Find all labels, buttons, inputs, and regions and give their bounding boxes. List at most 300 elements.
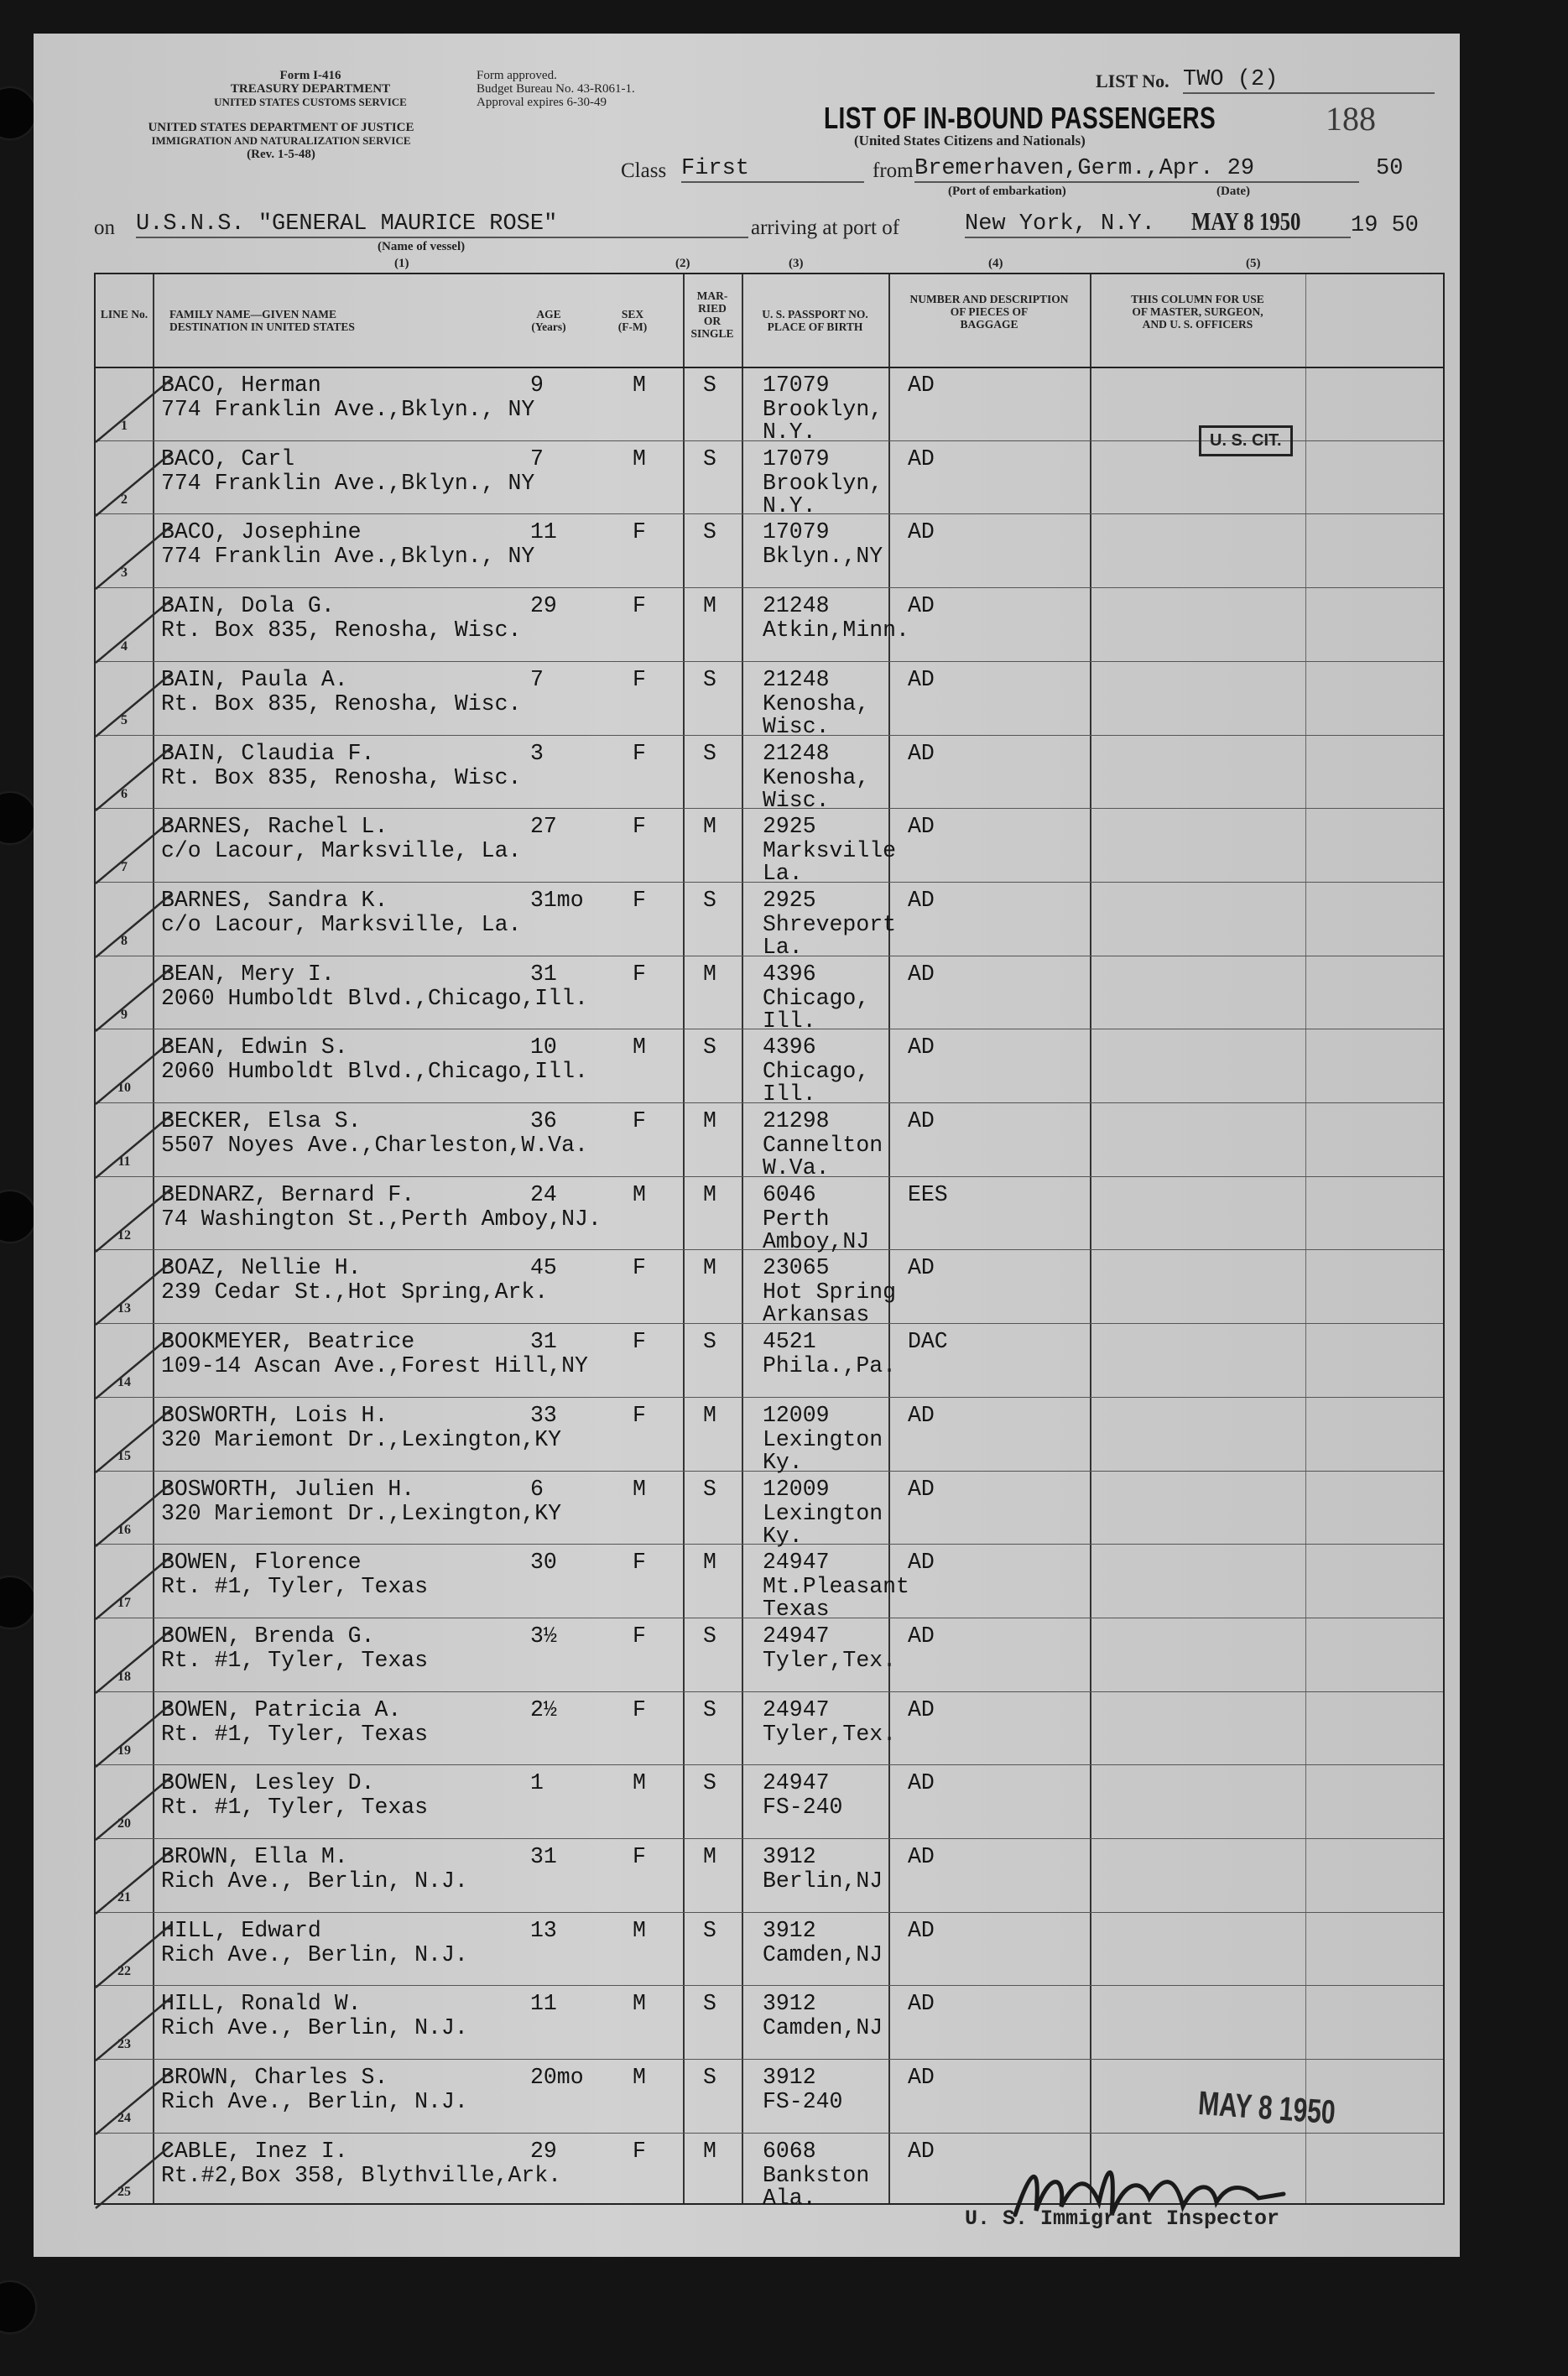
birthplace: Bankston xyxy=(763,2162,870,2188)
passenger-sex: F xyxy=(633,740,646,766)
passenger-address: Rt. Box 835, Renosha, Wisc. xyxy=(161,690,522,716)
marital-status: M xyxy=(703,1402,716,1428)
passenger-sex: M xyxy=(633,1917,646,1943)
row-rule xyxy=(96,661,1443,662)
baggage: AD xyxy=(908,666,935,692)
passenger-address: Rt. #1, Tyler, Texas xyxy=(161,1795,429,1821)
birthplace: FS-240 xyxy=(763,2089,843,2115)
page-number: 188 xyxy=(1326,100,1376,138)
check-mark xyxy=(79,1847,180,1922)
passport-number: 2925 xyxy=(763,814,816,840)
line-number: 2 xyxy=(121,492,128,507)
baggage: AD xyxy=(908,446,935,472)
passenger-name: BAIN, Claudia F. xyxy=(161,740,375,766)
line-number: 1 xyxy=(121,419,128,433)
line-number: 3 xyxy=(121,565,128,581)
passenger-sex: F xyxy=(633,1108,646,1133)
col-head-name: FAMILY NAME—GIVEN NAME DESTINATION IN UNITED STATES xyxy=(169,308,355,333)
passenger-name: BACO, Carl xyxy=(161,446,295,472)
check-mark xyxy=(79,1405,180,1481)
check-mark xyxy=(79,1626,180,1701)
passenger-sex: M xyxy=(633,1034,646,1060)
line-number: 6 xyxy=(121,786,128,801)
birthplace: Atkin,Minn. xyxy=(763,617,909,644)
birthplace-cont: Ky. xyxy=(763,1449,803,1475)
passenger-sex: M xyxy=(633,1181,646,1207)
binder-hole xyxy=(0,1191,35,1242)
passport-number: 24947 xyxy=(763,1770,830,1796)
passenger-name: BOWEN, Florence xyxy=(161,1550,362,1576)
birthplace: Brooklyn, xyxy=(763,397,883,422)
col-head-age: AGE (Years) xyxy=(531,308,566,333)
passport-number: 4396 xyxy=(763,1034,816,1060)
passenger-sex: F xyxy=(633,1329,646,1355)
line-number: 9 xyxy=(121,1007,128,1022)
on-label: on xyxy=(94,216,115,239)
passenger-age: 29 xyxy=(530,2138,557,2164)
birthplace: Mt.Pleasant xyxy=(763,1574,909,1600)
passport-number: 4521 xyxy=(763,1329,816,1355)
passenger-sex: M xyxy=(633,1476,646,1502)
birthplace: Lexington xyxy=(763,1426,883,1452)
passenger-sex: F xyxy=(633,666,646,692)
check-mark xyxy=(79,375,180,451)
baggage: AD xyxy=(908,1696,935,1722)
marital-status: S xyxy=(703,2065,716,2091)
passenger-address: c/o Lacour, Marksville, La. xyxy=(161,838,522,864)
birthplace: Tyler,Tex. xyxy=(763,1721,897,1747)
check-mark xyxy=(79,670,180,745)
passenger-age: 13 xyxy=(530,1917,557,1943)
col-num-1: (1) xyxy=(394,257,409,270)
col-divider xyxy=(888,274,890,2203)
passenger-sex: F xyxy=(633,887,646,913)
baggage: AD xyxy=(908,1108,935,1133)
birthplace: Marksville xyxy=(763,838,897,864)
passenger-age: 31 xyxy=(530,1844,557,1869)
row-rule xyxy=(96,1764,1443,1765)
line-number: 11 xyxy=(117,1154,131,1169)
passenger-age: 30 xyxy=(530,1550,557,1576)
line-number: 10 xyxy=(117,1081,131,1096)
col-head-baggage: NUMBER AND DESCRIPTION OF PIECES OF BAGGAGE xyxy=(909,293,1069,331)
passenger-name: CABLE, Inez I. xyxy=(161,2138,348,2164)
passenger-name: BARNES, Sandra K. xyxy=(161,887,388,913)
passenger-address: Rt. #1, Tyler, Texas xyxy=(161,1574,429,1600)
col-head-passport: U. S. PASSPORT NO. PLACE OF BIRTH xyxy=(762,308,868,333)
birthplace: Bklyn.,NY xyxy=(763,544,883,570)
passenger-age: 3 xyxy=(530,740,544,766)
passenger-age: 27 xyxy=(530,814,557,840)
birthplace-cont: La. xyxy=(763,934,803,960)
marital-status: M xyxy=(703,2138,716,2164)
line-number: 25 xyxy=(117,2184,131,2199)
passenger-sex: F xyxy=(633,1255,646,1281)
passenger-sex: F xyxy=(633,2138,646,2164)
line-number: 12 xyxy=(117,1227,131,1243)
row-rule xyxy=(96,1912,1443,1913)
passenger-age: 20mo xyxy=(530,2065,584,2091)
passenger-age: 45 xyxy=(530,1255,557,1281)
birthplace: Berlin,NJ xyxy=(763,1868,883,1894)
passport-number: 6046 xyxy=(763,1181,816,1207)
birthplace-cont: Ky. xyxy=(763,1523,803,1549)
passenger-name: BECKER, Elsa S. xyxy=(161,1108,362,1133)
birthplace: Phila.,Pa. xyxy=(763,1353,897,1379)
form-header-left xyxy=(210,69,411,109)
passenger-name: HILL, Edward xyxy=(161,1917,321,1943)
passenger-address: Rt. #1, Tyler, Texas xyxy=(161,1721,429,1747)
list-no-label: LIST No. xyxy=(1096,70,1169,91)
line-number: 19 xyxy=(117,1743,131,1758)
passenger-address: Rt. #1, Tyler, Texas xyxy=(161,1647,429,1673)
passenger-address: Rt. Box 835, Renosha, Wisc. xyxy=(161,764,522,790)
dept-treasury: TREASURY DEPARTMENT xyxy=(230,82,391,96)
manifest-page xyxy=(34,34,1460,2257)
check-mark xyxy=(79,2067,180,2143)
passenger-name: BOAZ, Nellie H. xyxy=(161,1255,362,1281)
list-no-value: TWO (2) xyxy=(1183,67,1435,94)
check-mark xyxy=(79,1258,180,1333)
passport-number: 21248 xyxy=(763,740,830,766)
arrival-port: New York, N.Y. xyxy=(965,211,1351,238)
row-rule xyxy=(96,2059,1443,2060)
col-divider xyxy=(683,274,685,2203)
passport-number: 21298 xyxy=(763,1108,830,1133)
passport-number: 21248 xyxy=(763,593,830,619)
marital-status: S xyxy=(703,1476,716,1502)
col-head-officers: THIS COLUMN FOR USE OF MASTER, SURGEON, AND U. S. OFFICERS xyxy=(1131,293,1264,331)
baggage: AD xyxy=(908,887,935,913)
passenger-name: BEAN, Mery I. xyxy=(161,961,335,987)
row-rule xyxy=(96,587,1443,588)
passenger-age: 3½ xyxy=(530,1623,557,1649)
marital-status: M xyxy=(703,1550,716,1576)
line-number: 13 xyxy=(117,1301,131,1316)
header-rule xyxy=(96,367,1443,368)
marital-status: S xyxy=(703,666,716,692)
line-number: 20 xyxy=(117,1816,131,1832)
check-mark xyxy=(79,743,180,819)
birthplace-cont: N.Y. xyxy=(763,419,816,445)
passport-number: 23065 xyxy=(763,1255,830,1281)
dept-ins: IMMIGRATION AND NATURALIZATION SERVICE xyxy=(151,134,411,147)
passport-number: 3912 xyxy=(763,1917,816,1943)
birthplace: Perth xyxy=(763,1206,830,1232)
line-number: 4 xyxy=(121,639,128,654)
passenger-age: 6 xyxy=(530,1476,544,1502)
birthplace-cont: Ala. xyxy=(763,2185,816,2211)
passenger-sex: F xyxy=(633,593,646,619)
passenger-age: 9 xyxy=(530,373,544,398)
passport-number: 3912 xyxy=(763,1991,816,2017)
line-number: 17 xyxy=(117,1596,131,1611)
col-num-5: (5) xyxy=(1246,257,1261,270)
passenger-name: BOWEN, Lesley D. xyxy=(161,1770,375,1796)
birthplace: Kenosha, xyxy=(763,690,870,716)
line-number: 16 xyxy=(117,1522,131,1537)
col-num-2: (2) xyxy=(675,257,690,270)
embarkation-value: Bremerhaven,Germ.,Apr. 29 xyxy=(914,156,1359,183)
birthplace-cont: Texas xyxy=(763,1597,830,1623)
birthplace: Chicago, xyxy=(763,985,870,1011)
check-mark xyxy=(79,1479,180,1555)
port-caption: (Port of embarkation) xyxy=(948,185,1066,198)
check-mark xyxy=(79,1700,180,1775)
baggage: EES xyxy=(908,1181,948,1207)
baggage: AD xyxy=(908,1844,935,1869)
row-rule xyxy=(96,1985,1443,1986)
approval-line2: Budget Bureau No. 43-R061-1. xyxy=(477,82,635,96)
passenger-name: BACO, Josephine xyxy=(161,519,362,545)
passport-number: 4396 xyxy=(763,961,816,987)
passenger-name: BROWN, Charles S. xyxy=(161,2065,388,2091)
birthplace-cont: Wisc. xyxy=(763,713,830,739)
passenger-age: 2½ xyxy=(530,1696,557,1722)
birthplace-cont: Amboy,NJ xyxy=(763,1228,870,1254)
passenger-sex: F xyxy=(633,814,646,840)
marital-status: M xyxy=(703,1108,716,1133)
dept-customs: UNITED STATES CUSTOMS SERVICE xyxy=(214,96,407,108)
birthplace: Tyler,Tex. xyxy=(763,1647,897,1673)
baggage: AD xyxy=(908,1402,935,1428)
passenger-address: 2060 Humboldt Blvd.,Chicago,Ill. xyxy=(161,985,588,1011)
marital-status: S xyxy=(703,1991,716,2017)
passenger-name: BACO, Herman xyxy=(161,373,321,398)
baggage: AD xyxy=(908,1255,935,1281)
passenger-name: BARNES, Rachel L. xyxy=(161,814,388,840)
baggage: AD xyxy=(908,1770,935,1796)
check-mark xyxy=(79,1331,180,1407)
marital-status: S xyxy=(703,1623,716,1649)
passport-number: 3912 xyxy=(763,1844,816,1869)
passenger-age: 31mo xyxy=(530,887,584,913)
from-label: from xyxy=(873,159,914,182)
passport-number: 24947 xyxy=(763,1550,830,1576)
baggage: AD xyxy=(908,1623,935,1649)
birthplace-cont: Ill. xyxy=(763,1008,816,1034)
birthplace-cont: Arkansas xyxy=(763,1302,870,1328)
passenger-address: 74 Washington St.,Perth Amboy,NJ. xyxy=(161,1206,602,1232)
check-mark xyxy=(79,1920,180,1996)
passenger-address: c/o Lacour, Marksville, La. xyxy=(161,911,522,937)
col-divider xyxy=(1305,274,1306,2203)
binder-hole xyxy=(0,2282,35,2332)
passenger-sex: F xyxy=(633,1844,646,1869)
birthplace: Camden,NJ xyxy=(763,2015,883,2041)
baggage: DAC xyxy=(908,1329,948,1355)
us-citizen-stamp: U. S. CIT. xyxy=(1199,425,1293,456)
passenger-sex: M xyxy=(633,2065,646,2091)
passport-number: 3912 xyxy=(763,2065,816,2091)
passenger-address: 109-14 Ascan Ave.,Forest Hill,NY xyxy=(161,1353,588,1379)
baggage: AD xyxy=(908,740,935,766)
birthplace-cont: La. xyxy=(763,861,803,887)
passenger-sex: M xyxy=(633,446,646,472)
check-mark xyxy=(79,1111,180,1186)
marital-status: S xyxy=(703,519,716,545)
marital-status: S xyxy=(703,1329,716,1355)
baggage: AD xyxy=(908,1991,935,2017)
page-title: LIST OF IN-BOUND PASSENGERS xyxy=(824,101,1216,135)
marital-status: M xyxy=(703,814,716,840)
birthplace-cont: Wisc. xyxy=(763,787,830,813)
check-mark xyxy=(79,1773,180,1848)
check-mark xyxy=(79,1037,180,1112)
passenger-name: BEAN, Edwin S. xyxy=(161,1034,348,1060)
line-number: 23 xyxy=(117,2037,131,2052)
binder-hole xyxy=(0,793,35,843)
line-number: 5 xyxy=(121,712,128,727)
form-header-justice xyxy=(92,121,470,161)
row-rule xyxy=(96,1691,1443,1692)
passenger-address: 774 Franklin Ave.,Bklyn., NY xyxy=(161,544,535,570)
passenger-age: 7 xyxy=(530,446,544,472)
vessel-name: U.S.N.S. "GENERAL MAURICE ROSE" xyxy=(136,211,748,238)
passenger-address: 320 Mariemont Dr.,Lexington,KY xyxy=(161,1426,562,1452)
birthplace-cont: W.Va. xyxy=(763,1155,830,1180)
passenger-name: BAIN, Paula A. xyxy=(161,666,348,692)
passenger-sex: M xyxy=(633,1991,646,2017)
passenger-address: Rt.#2,Box 358, Blythville,Ark. xyxy=(161,2162,562,2188)
baggage: AD xyxy=(908,1476,935,1502)
passenger-name: BROWN, Ella M. xyxy=(161,1844,348,1869)
marital-status: S xyxy=(703,1696,716,1722)
passenger-table xyxy=(94,273,1445,2211)
col-divider xyxy=(1090,274,1091,2203)
check-mark xyxy=(79,816,180,892)
col-divider xyxy=(742,274,743,2203)
passenger-address: 2060 Humboldt Blvd.,Chicago,Ill. xyxy=(161,1059,588,1085)
baggage: AD xyxy=(908,2138,935,2164)
line-number: 7 xyxy=(121,860,128,875)
passport-number: 21248 xyxy=(763,666,830,692)
passenger-address: Rich Ave., Berlin, N.J. xyxy=(161,2089,468,2115)
line-number: 22 xyxy=(117,1963,131,1978)
line-number: 21 xyxy=(117,1890,131,1904)
baggage: AD xyxy=(908,1917,935,1943)
marital-status: S xyxy=(703,887,716,913)
class-value: First xyxy=(681,156,864,183)
marital-status: S xyxy=(703,740,716,766)
passenger-sex: F xyxy=(633,961,646,987)
marital-status: S xyxy=(703,1034,716,1060)
vessel-caption: (Name of vessel) xyxy=(378,240,466,253)
passenger-sex: F xyxy=(633,1402,646,1428)
check-mark xyxy=(79,522,180,597)
birthplace: Brooklyn, xyxy=(763,470,883,496)
passenger-address: Rt. Box 835, Renosha, Wisc. xyxy=(161,617,522,644)
passenger-address: 774 Franklin Ave.,Bklyn., NY xyxy=(161,470,535,496)
passenger-age: 24 xyxy=(530,1181,557,1207)
class-label: Class xyxy=(621,159,667,182)
passport-number: 6068 xyxy=(763,2138,816,2164)
passenger-address: Rich Ave., Berlin, N.J. xyxy=(161,2015,468,2041)
arrival-year: 19 50 xyxy=(1351,213,1420,238)
baggage: AD xyxy=(908,1034,935,1060)
marital-status: M xyxy=(703,1255,716,1281)
check-mark xyxy=(79,1552,180,1628)
col-num-4: (4) xyxy=(988,257,1003,270)
check-mark xyxy=(79,596,180,671)
check-mark xyxy=(79,964,180,1040)
passenger-name: BEDNARZ, Bernard F. xyxy=(161,1181,415,1207)
passport-number: 24947 xyxy=(763,1623,830,1649)
passenger-age: 1 xyxy=(530,1770,544,1796)
line-number: 18 xyxy=(117,1669,131,1684)
birthplace: Chicago, xyxy=(763,1059,870,1085)
check-mark xyxy=(79,1993,180,2069)
passenger-name: BOWEN, Patricia A. xyxy=(161,1696,402,1722)
passenger-sex: F xyxy=(633,519,646,545)
passenger-age: 36 xyxy=(530,1108,557,1133)
line-number: 15 xyxy=(117,1448,131,1463)
birthplace: Camden,NJ xyxy=(763,1941,883,1967)
baggage: AD xyxy=(908,1550,935,1576)
check-mark xyxy=(79,2141,180,2217)
col-head-sex: SEX (F-M) xyxy=(617,308,648,333)
birthplace: Kenosha, xyxy=(763,764,870,790)
passenger-name: BOSWORTH, Lois H. xyxy=(161,1402,388,1428)
marital-status: S xyxy=(703,446,716,472)
passenger-age: 29 xyxy=(530,593,557,619)
marital-status: M xyxy=(703,593,716,619)
page-subtitle: (United States Citizens and Nationals) xyxy=(854,133,1086,148)
passport-number: 12009 xyxy=(763,1476,830,1502)
passenger-sex: M xyxy=(633,1770,646,1796)
passenger-name: BOOKMEYER, Beatrice xyxy=(161,1329,415,1355)
arrival-date-stamp: MAY 8 1950 xyxy=(1191,206,1301,236)
row-rule xyxy=(96,2133,1443,2134)
passenger-address: Rich Ave., Berlin, N.J. xyxy=(161,1868,468,1894)
passenger-address: 320 Mariemont Dr.,Lexington,KY xyxy=(161,1500,562,1526)
passenger-sex: F xyxy=(633,1696,646,1722)
birthplace: FS-240 xyxy=(763,1795,843,1821)
passenger-address: 5507 Noyes Ave.,Charleston,W.Va. xyxy=(161,1133,588,1158)
line-number: 14 xyxy=(117,1375,131,1390)
passenger-name: BOWEN, Brenda G. xyxy=(161,1623,375,1649)
baggage: AD xyxy=(908,519,935,545)
passport-number: 12009 xyxy=(763,1402,830,1428)
row-rule xyxy=(96,1397,1443,1398)
marital-status: M xyxy=(703,1844,716,1869)
form-revision: (Rev. 1-5-48) xyxy=(247,148,315,161)
baggage: AD xyxy=(908,961,935,987)
embarkation-year: 50 xyxy=(1376,156,1404,181)
passenger-age: 31 xyxy=(530,1329,557,1355)
binder-hole xyxy=(0,1577,35,1628)
inspection-date-stamp: MAY 8 1950 xyxy=(1196,2085,1337,2132)
date-caption: (Date) xyxy=(1216,185,1250,198)
passport-number: 2925 xyxy=(763,887,816,913)
passenger-sex: M xyxy=(633,373,646,398)
birthplace: Hot Spring xyxy=(763,1279,897,1305)
passenger-sex: F xyxy=(633,1550,646,1576)
approval-line1: Form approved. xyxy=(477,69,557,82)
row-rule xyxy=(96,1838,1443,1839)
passenger-sex: F xyxy=(633,1623,646,1649)
marital-status: S xyxy=(703,1770,716,1796)
passenger-name: BOSWORTH, Julien H. xyxy=(161,1476,415,1502)
passenger-age: 33 xyxy=(530,1402,557,1428)
dept-justice: UNITED STATES DEPARTMENT OF JUSTICE xyxy=(148,121,414,134)
approval-line3: Approval expires 6-30-49 xyxy=(477,96,607,109)
passenger-age: 10 xyxy=(530,1034,557,1060)
birthplace-cont: N.Y. xyxy=(763,492,816,518)
marital-status: S xyxy=(703,1917,716,1943)
passenger-name: HILL, Ronald W. xyxy=(161,1991,362,2017)
passport-number: 17079 xyxy=(763,519,830,545)
